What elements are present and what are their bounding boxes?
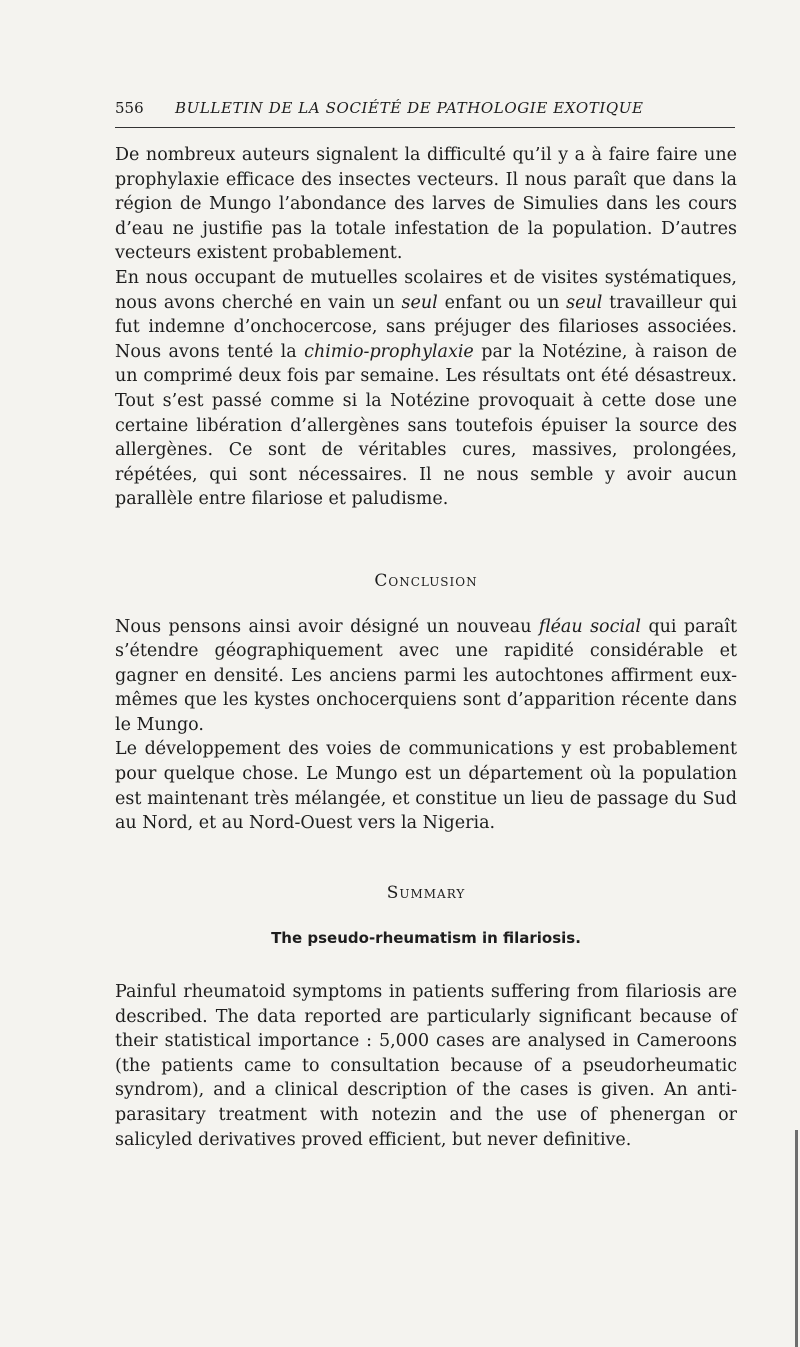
emphasis: chimio-prophylaxie (304, 341, 474, 362)
summary-heading: Summary (386, 882, 466, 903)
page-number: 556 (115, 99, 144, 117)
running-header (115, 97, 735, 128)
paragraph-text: qui paraît s’étendre géographiquement avec une rapidité considérable et gagner en densité. Les anciens parmi les autochtones affirment eux-mêmes que les kystes onchocerquiens sont d’apparition récente dans le Mungo. (115, 616, 737, 735)
emphasis: fléau social (538, 616, 642, 637)
paragraph-text: travailleur qui fut indemne d’onchocercose, sans préjuger des filarioses associées. Nous avons tenté la (115, 292, 737, 362)
paragraph: Painful rheumatoid symptoms in patients suffering from filariosis are described. The data reported are particularly significant because of their statistical importance : 5,000 cases are analysed in Cameroons (the patients came to consultation because of a pseudorheumatic syndrom), and a clinical description of the cases is given. An anti-parasitary treatment with notezin and the use of phenergan or salicyled derivatives proved efficient, but never definitive. (115, 982, 737, 1150)
paragraph (115, 615, 737, 738)
emphasis: seul (566, 292, 603, 313)
emphasis: seul (401, 292, 438, 313)
paragraph: Le développement des voies de communications y est probablement pour quelque chose. Le Mungo est un département où la population est maintenant très mélangée, et constitue un lieu de passage du Sud au Nord, et au Nord-Ouest vers la Nigeria. (115, 739, 737, 834)
scan-edge-shadow (795, 1130, 798, 1347)
page-content (115, 143, 737, 1152)
paragraph-text: par la Notézine, à raison de un comprimé deux fois par semaine. Les résultats ont été désastreux. Tout s’est passé comme si la Notézine provoquait à cette dose une certaine libération d’allergènes sans toutefois épuiser la source des allergènes. Ce sont de véritables cures, massives, prolongées, répétées, qui sont nécessaires. Il ne nous semble y avoir aucun parallèle entre filariose et paludisme. (115, 341, 737, 510)
paragraph-text: En nous occupant de mutuelles scolaires et de visites systématiques, nous avons cherché en vain un (115, 267, 737, 313)
paragraph (115, 143, 737, 266)
summary-subtitle: The pseudo-rheumatism in filariosis. (271, 929, 581, 948)
paragraph-text: De nombreux auteurs signalent la difficulté qu’il y a à faire faire une prophylaxie efficace des insectes vecteurs. Il nous paraît que dans la région de Mungo l’abondance des larves de Simulies dans les cours d’eau ne justifie pas la totale infestation de la population. D’autres vecteurs existent probablement. (115, 145, 737, 264)
paragraph-text: Nous pensons ainsi avoir désigné un nouveau (115, 616, 539, 637)
paragraph (115, 266, 737, 512)
journal-title: BULLETIN DE LA SOCIÉTÉ DE PATHOLOGIE EXOTIQUE (175, 99, 644, 117)
conclusion-heading: Conclusion (374, 570, 478, 591)
paragraph-text: enfant ou un (437, 292, 567, 313)
